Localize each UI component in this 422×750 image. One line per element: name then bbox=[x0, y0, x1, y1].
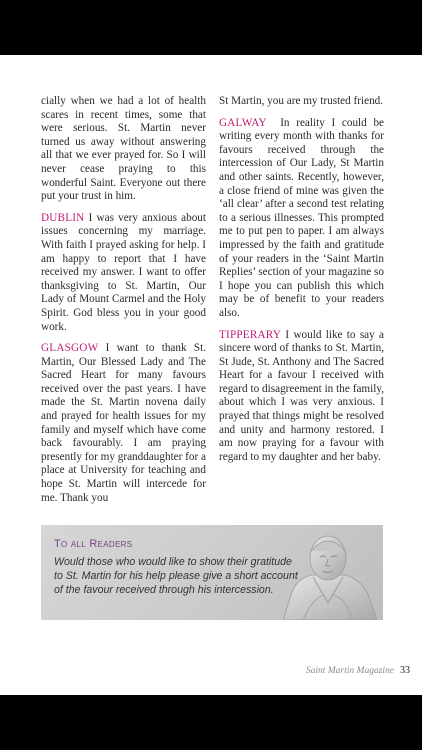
page-footer bbox=[306, 665, 410, 676]
letter-continued bbox=[41, 95, 206, 204]
left-column bbox=[41, 95, 206, 513]
place-name: GLASGOW bbox=[41, 342, 99, 355]
readers-notice-text: Would those who would like to show their gratitude to St. Martin for his help please give a short account of the favour received through his intercession. bbox=[54, 556, 298, 597]
letter-text: I want to thank St. Martin, Our Blessed Lady and The Sacred Heart for many favours received over the past years. I have made the St. Martin novena daily and prayed for health issues for my family and myself which have come back favourably. I am praying presently for my granddaughter for a place at University for teaching and hope St. Martin will intercede for me. Thank you bbox=[41, 342, 206, 504]
magazine-page bbox=[0, 55, 422, 695]
letter-text: In reality I could be writing every month with thanks for favours received through the intercession of Our Lady, St Martin and other saints. Recently, however, a close friend of mine was given the ‘all clear’ after a second test relating to a serious illnesses. This prompted me to put pen to paper. I am always impressed by the faith and gratitude of your readers in the ‘Saint Martin Replies’ section of your magazine so I hope you can publish this which may be of benefit to your readers also. bbox=[219, 116, 384, 319]
readers-notice-box bbox=[41, 525, 383, 620]
readers-notice-title: To all Readers bbox=[54, 538, 133, 550]
letter-glasgow bbox=[41, 342, 206, 505]
letter-tipperary bbox=[219, 329, 384, 465]
top-black-bar bbox=[0, 0, 422, 55]
bottom-black-bar bbox=[0, 695, 422, 750]
place-name: TIPPERARY bbox=[219, 328, 282, 341]
letter-text: I would like to say a sincere word of thanks to St. Martin, St Jude, St. Anthony and The Sacred Heart for a favour I received with regard to disagreement in the family, about which I was very anxious. I prayed that things might be resolved and unity and harmony restored. I am now praying for a favour with regard to my daughter and her baby. bbox=[219, 328, 384, 463]
letter-galway bbox=[219, 117, 384, 321]
letter-text: cially when we had a lot of health scares in recent times, some that were serious. St. Martin never turned us away without answering all that we ever prayed for. So I will never cease praying to this wonderful Saint. Everyone out there put your trust in him. bbox=[41, 95, 206, 203]
place-name: GALWAY bbox=[219, 116, 267, 129]
saint-statue-icon bbox=[273, 525, 383, 620]
letter-continued bbox=[219, 95, 384, 109]
right-column bbox=[219, 95, 384, 472]
place-name: DUBLIN bbox=[41, 211, 85, 224]
letter-text: St Martin, you are my trusted friend. bbox=[219, 95, 384, 107]
letter-text: I was very anxious about issues concerning my marriage. With faith I prayed asking for help. I am happy to report that I have received my answer. I want to offer thanksgiving to St. Martin, Our Lady of Mount Carmel and the Holy Spirit. God bless you in your good work. bbox=[41, 211, 206, 333]
letter-dublin bbox=[41, 212, 206, 334]
page-number: 33 bbox=[400, 665, 410, 676]
magazine-name: Saint Martin Magazine bbox=[305, 666, 394, 676]
